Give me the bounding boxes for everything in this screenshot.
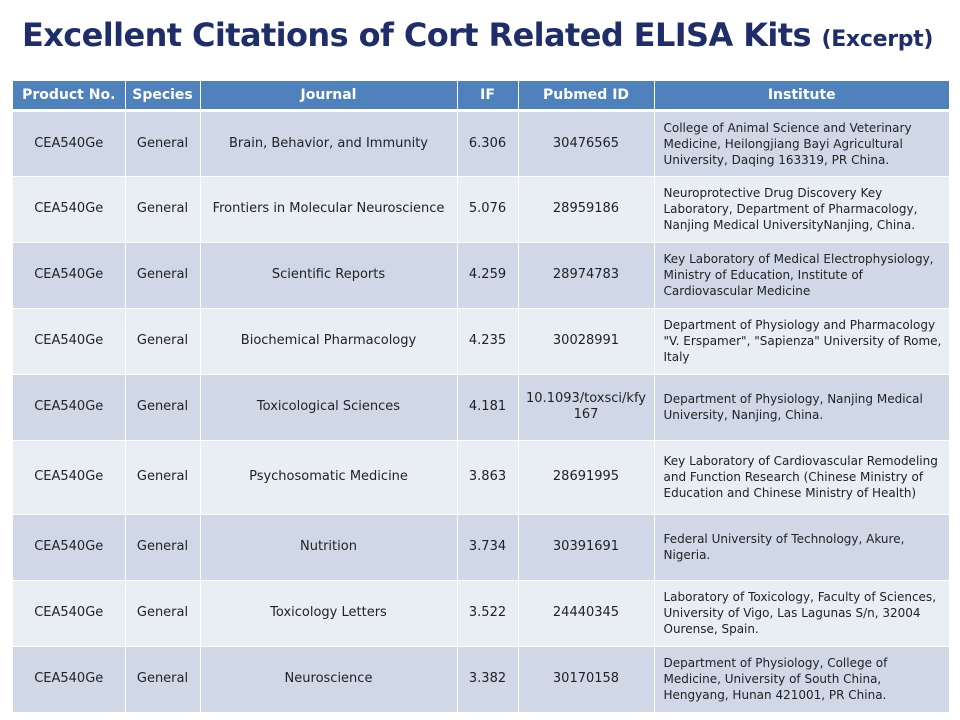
cell-institute: Federal University of Technology, Akure, Nigeria. — [654, 514, 949, 580]
cell-if: 5.076 — [457, 176, 518, 242]
cell-product-no: CEA540Ge — [13, 514, 125, 580]
cell-if: 3.863 — [457, 440, 518, 514]
cell-product-no: CEA540Ge — [13, 242, 125, 308]
cell-if: 6.306 — [457, 110, 518, 176]
cell-product-no: CEA540Ge — [13, 646, 125, 712]
cell-pubmed-id: 10.1093/toxsci/kfy167 — [518, 374, 654, 440]
cell-species: General — [125, 374, 200, 440]
header-species: Species — [125, 81, 200, 110]
header-institute: Institute — [654, 81, 949, 110]
cell-journal: Frontiers in Molecular Neuroscience — [200, 176, 457, 242]
table-row — [13, 514, 949, 580]
table-row — [13, 242, 949, 308]
cell-product-no: CEA540Ge — [13, 580, 125, 646]
cell-product-no: CEA540Ge — [13, 308, 125, 374]
cell-pubmed-id: 28691995 — [518, 440, 654, 514]
table-row — [13, 646, 949, 712]
cell-journal: Biochemical Pharmacology — [200, 308, 457, 374]
table-row — [13, 580, 949, 646]
cell-institute: Key Laboratory of Cardiovascular Remodeling and Function Research (Chinese Ministry of Education and Chinese Ministry of Health) — [654, 440, 949, 514]
cell-journal: Brain, Behavior, and Immunity — [200, 110, 457, 176]
cell-institute: Department of Physiology, Nanjing Medical University, Nanjing, China. — [654, 374, 949, 440]
cell-if: 4.259 — [457, 242, 518, 308]
header-journal: Journal — [200, 81, 457, 110]
cell-if: 4.235 — [457, 308, 518, 374]
cell-product-no: CEA540Ge — [13, 374, 125, 440]
cell-pubmed-id: 28974783 — [518, 242, 654, 308]
title-main: Excellent Citations of Cort Related ELISA Kits — [22, 16, 811, 54]
cell-institute: College of Animal Science and Veterinary Medicine, Heilongjiang Bayi Agricultural University, Daqing 163319, PR China. — [654, 110, 949, 176]
header-pubmed-id: Pubmed ID — [518, 81, 654, 110]
table-row — [13, 110, 949, 176]
cell-journal: Scientific Reports — [200, 242, 457, 308]
cell-journal: Neuroscience — [200, 646, 457, 712]
header-if: IF — [457, 81, 518, 110]
cell-species: General — [125, 580, 200, 646]
cell-product-no: CEA540Ge — [13, 176, 125, 242]
cell-journal: Psychosomatic Medicine — [200, 440, 457, 514]
cell-pubmed-id: 30170158 — [518, 646, 654, 712]
cell-if: 4.181 — [457, 374, 518, 440]
cell-journal: Toxicological Sciences — [200, 374, 457, 440]
header-product-no: Product No. — [13, 81, 125, 110]
cell-if: 3.382 — [457, 646, 518, 712]
cell-pubmed-id: 30391691 — [518, 514, 654, 580]
page-title — [22, 16, 933, 54]
cell-pubmed-id: 28959186 — [518, 176, 654, 242]
cell-species: General — [125, 514, 200, 580]
table-row — [13, 440, 949, 514]
cell-species: General — [125, 440, 200, 514]
table-row — [13, 176, 949, 242]
cell-pubmed-id: 30028991 — [518, 308, 654, 374]
cell-pubmed-id: 24440345 — [518, 580, 654, 646]
table-header — [13, 81, 949, 110]
cell-species: General — [125, 242, 200, 308]
cell-institute: Laboratory of Toxicology, Faculty of Sciences, University of Vigo, Las Lagunas S/n, 32004 Ourense, Spain. — [654, 580, 949, 646]
title-suffix: (Excerpt) — [821, 27, 934, 52]
header-row — [13, 81, 949, 110]
cell-institute: Neuroprotective Drug Discovery Key Laboratory, Department of Pharmacology, Nanjing Medical UniversityNanjing, China. — [654, 176, 949, 242]
cell-species: General — [125, 308, 200, 374]
cell-if: 3.522 — [457, 580, 518, 646]
cell-institute: Key Laboratory of Medical Electrophysiology, Ministry of Education, Institute of Cardiovascular Medicine — [654, 242, 949, 308]
table-body — [13, 110, 949, 712]
cell-institute: Department of Physiology and Pharmacology "V. Erspamer", "Sapienza" University of Rome, Italy — [654, 308, 949, 374]
table-row — [13, 308, 949, 374]
cell-product-no: CEA540Ge — [13, 110, 125, 176]
cell-product-no: CEA540Ge — [13, 440, 125, 514]
cell-journal: Toxicology Letters — [200, 580, 457, 646]
cell-species: General — [125, 646, 200, 712]
cell-species: General — [125, 176, 200, 242]
cell-if: 3.734 — [457, 514, 518, 580]
cell-institute: Department of Physiology, College of Medicine, University of South China, Hengyang, Hunan 421001, PR China. — [654, 646, 949, 712]
table-row — [13, 374, 949, 440]
cell-pubmed-id: 30476565 — [518, 110, 654, 176]
cell-journal: Nutrition — [200, 514, 457, 580]
cell-species: General — [125, 110, 200, 176]
citations-table — [13, 81, 949, 713]
